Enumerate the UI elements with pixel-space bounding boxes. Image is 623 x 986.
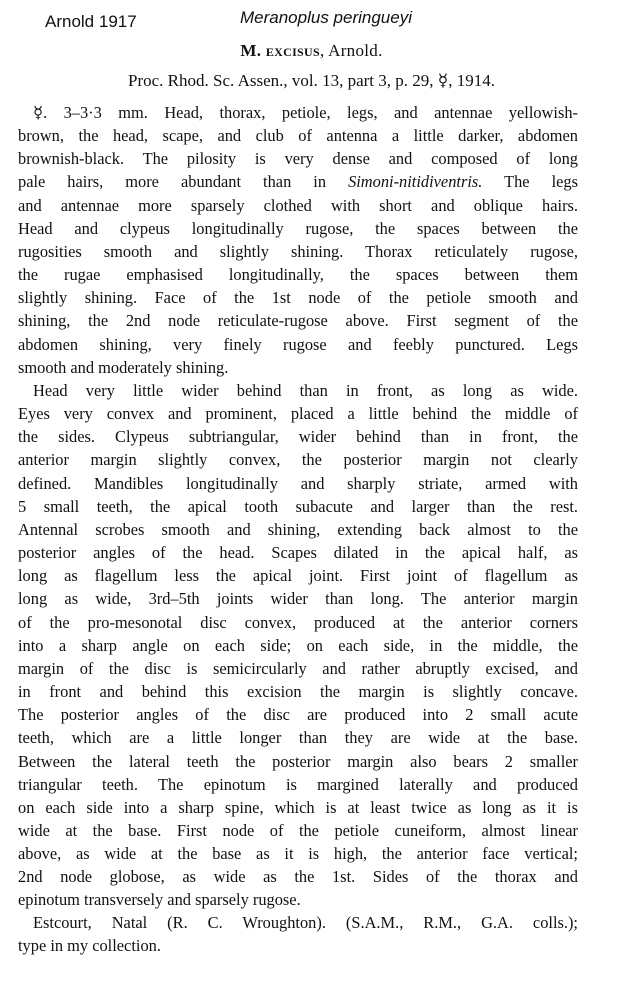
header-species-name: Meranoplus peringueyi (240, 8, 412, 27)
text-line: Head very little wider behind than in front, as long as wide. (33, 381, 578, 400)
text-segment: pale hairs, more abundant than in (18, 172, 349, 192)
text-line: of the pro-mesonotal disc convex, produced at the anterior corners (18, 612, 578, 632)
title-author: , Arnold. (319, 41, 383, 60)
text-line: shining, the 2nd node reticulate-rugose above. First segment of the (18, 311, 578, 331)
text-line: Estcourt, Natal (R. C. Wroughton). (S.A.M., R.M., G.A. colls.); (33, 913, 578, 932)
text-line: teeth, which are a little longer than they are wide at the base. (18, 728, 578, 748)
species-title (0, 41, 623, 61)
text-segment: The legs (482, 172, 578, 192)
citation-line: Proc. Rhod. Sc. Assen., vol. 13, part 3, p. 29, ☿, 1914. (128, 71, 495, 90)
text-line: Head and clypeus longitudinally rugose, the spaces between the (18, 218, 578, 238)
text-line: slightly shining. Face of the 1st node of the petiole smooth and (18, 288, 578, 308)
text-line: long as wide, 3rd–5th joints wider than long. The anterior margin (18, 589, 578, 609)
text-line: triangular teeth. The epinotum is margined laterally and produced (18, 774, 578, 794)
text-line: long as flagellum less the apical joint. First joint of flagellum as (18, 566, 578, 586)
text-line: Eyes very convex and prominent, placed a little behind the middle of (18, 404, 578, 424)
text-line: smooth and moderately shining. (18, 357, 229, 377)
text-line: the sides. Clypeus subtriangular, wider behind than in front, the (18, 427, 578, 447)
text-line: on each side into a sharp spine, which is at least twice as long as it is (18, 797, 578, 817)
text-line (18, 170, 578, 193)
text-line: 5 small teeth, the apical tooth subacute and larger than the rest. (18, 496, 578, 516)
text-line: type in my collection. (18, 936, 161, 956)
text-line: posterior angles of the head. Scapes dilated in the apical half, as (18, 543, 578, 563)
text-line: Antennal scrobes smooth and shining, extending back almost to the (18, 519, 578, 539)
text-line: the rugae emphasised longitudinally, the spaces between them (18, 265, 578, 285)
text-line: rugosities smooth and slightly shining. Thorax reticulately rugose, (18, 241, 578, 261)
description-paragraph (18, 101, 578, 379)
description-paragraph (18, 379, 578, 912)
species-reference: Simoni-nitidiventris. (348, 172, 483, 192)
text-line: The posterior angles of the disc are produced into 2 small acute (18, 705, 578, 725)
title-epithet: excisus (265, 41, 320, 60)
header-author-year: Arnold 1917 (45, 12, 137, 31)
text-line: in front and behind this excision the margin is slightly concave. (18, 682, 578, 702)
text-line: brown, the head, scape, and club of antenna a little darker, abdomen (18, 126, 578, 146)
text-line: 2nd node globose, as wide as the 1st. Sides of the thorax and (18, 867, 578, 887)
title-genus-abbrev: M. (240, 41, 262, 60)
text-line: anterior margin slightly convex, the posterior margin not clearly (18, 450, 578, 470)
text-line: epinotum transversely and sparsely rugose. (18, 890, 301, 910)
text-line: Between the lateral teeth the posterior margin also bears 2 smaller (18, 751, 578, 771)
locality-paragraph (18, 911, 578, 957)
text-line: brownish-black. The pilosity is very dense and composed of long (18, 149, 578, 169)
text-line: into a sharp angle on each side; on each side, in the middle, the (18, 635, 578, 655)
text-line: and antennae more sparsely clothed with short and oblique hairs. (18, 195, 578, 215)
text-line: abdomen shining, very finely rugose and feebly punctured. Legs (18, 334, 578, 354)
text-line: defined. Mandibles longitudinally and sharply striate, armed with (18, 473, 578, 493)
text-line: margin of the disc is semicircularly and rather abruptly excised, and (18, 658, 578, 678)
text-line: ☿. 3–3·3 mm. Head, thorax, petiole, legs, and antennae yellowish- (33, 103, 578, 122)
text-line: wide at the base. First node of the petiole cuneiform, almost linear (18, 820, 578, 840)
text-line: above, as wide at the base as it is high, the anterior face vertical; (18, 844, 578, 864)
